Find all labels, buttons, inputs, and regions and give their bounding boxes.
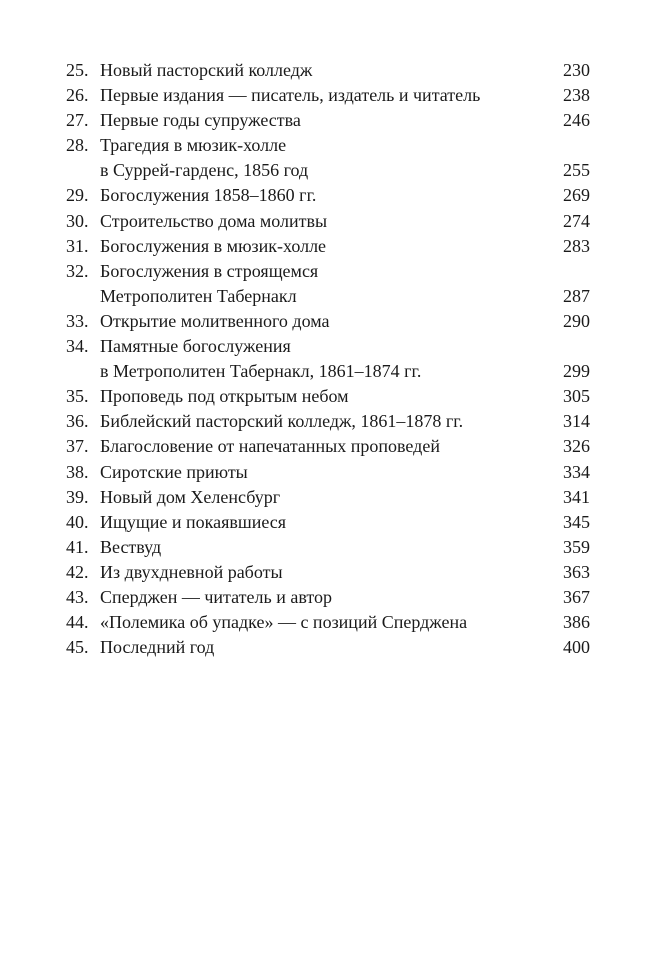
chapter-title	[100, 460, 555, 485]
chapter-title-line: в Метрополитен Табернакл, 1861–1874 гг.	[100, 361, 422, 382]
page-number: 367	[563, 586, 590, 607]
chapter-title	[100, 58, 555, 83]
toc-entry	[66, 108, 590, 133]
chapter-title-line: Строительство дома молитвы	[100, 210, 328, 231]
chapter-number: 43.	[66, 586, 89, 607]
toc-entry	[66, 434, 590, 459]
toc-entry	[66, 535, 590, 560]
toc-entry	[66, 409, 590, 434]
page-number: 230	[563, 60, 590, 80]
chapter-title	[100, 83, 555, 108]
toc-entry	[66, 133, 590, 183]
chapter-title-line: Ищущие и покаявшиеся	[100, 511, 287, 532]
page-number: 299	[563, 361, 590, 382]
toc-entry	[66, 560, 590, 585]
page-number: 246	[563, 110, 590, 131]
chapter-title-line: Трагедия в мюзик-холле	[100, 135, 287, 156]
page-number: 255	[563, 160, 590, 181]
chapter-title-line: Памятные богослужения	[100, 336, 291, 357]
toc-entry	[66, 83, 590, 108]
chapter-title	[100, 309, 555, 334]
chapter-number: 34.	[66, 336, 89, 357]
chapter-title-line: Метрополитен Табернакл	[100, 285, 297, 306]
chapter-title-line: Новый дом Хеленсбург	[100, 486, 281, 507]
chapter-title	[100, 585, 555, 610]
chapter-number: 25.	[66, 60, 89, 80]
chapter-number: 41.	[66, 536, 89, 557]
chapter-number: 28.	[66, 135, 89, 156]
chapter-number: 37.	[66, 436, 89, 457]
chapter-number: 45.	[66, 637, 89, 658]
toc-entry	[66, 183, 590, 208]
chapter-title-line: Вествуд	[100, 536, 162, 557]
chapter-number: 33.	[66, 310, 89, 331]
chapter-title	[100, 560, 555, 585]
chapter-title	[100, 133, 555, 183]
chapter-title	[100, 259, 555, 309]
toc-entry	[66, 460, 590, 485]
chapter-number: 35.	[66, 386, 89, 407]
chapter-title	[100, 635, 555, 660]
chapter-number: 44.	[66, 612, 89, 633]
page-number: 326	[563, 436, 590, 457]
chapter-number: 36.	[66, 411, 89, 432]
page-number: 363	[563, 561, 590, 582]
chapter-title-line: Богослужения в мюзик-холле	[100, 235, 327, 256]
chapter-title-line: в Суррей-гарденс, 1856 год	[100, 160, 309, 181]
page-number: 334	[563, 461, 590, 482]
chapter-title	[100, 434, 555, 459]
chapter-title	[100, 610, 555, 635]
chapter-number: 31.	[66, 235, 89, 256]
chapter-title	[100, 334, 555, 384]
chapter-title-line: Последний год	[100, 637, 215, 658]
page-number: 400	[563, 637, 590, 658]
page-number: 290	[563, 310, 590, 331]
chapter-number: 27.	[66, 110, 89, 131]
chapter-number: 39.	[66, 486, 89, 507]
page-number: 359	[563, 536, 590, 557]
chapter-title-line: Богослужения в строящемся	[100, 260, 319, 281]
chapter-title	[100, 183, 555, 208]
chapter-title-line: Библейский пасторский колледж, 1861–1878 гг.	[100, 411, 464, 432]
toc-entry	[66, 485, 590, 510]
chapter-title-line: «Полемика об упадке» — с позиций Сперджена	[100, 612, 468, 633]
chapter-title-line: Открытие молитвенного дома	[100, 310, 330, 331]
page-number: 314	[563, 411, 590, 432]
chapter-title-line: Первые годы супружества	[100, 110, 301, 131]
chapter-title-line: Сиротские приюты	[100, 461, 248, 482]
toc-entry	[66, 510, 590, 535]
chapter-title	[100, 409, 555, 434]
chapter-number: 30.	[66, 210, 89, 231]
toc-entry	[66, 259, 590, 309]
page-number: 345	[563, 511, 590, 532]
chapter-title-line: Богослужения 1858–1860 гг.	[100, 185, 317, 206]
chapter-title-line: Сперджен — читатель и автор	[100, 586, 333, 607]
toc-entry	[66, 610, 590, 635]
chapter-number: 42.	[66, 561, 89, 582]
page-number: 386	[563, 612, 590, 633]
page-number: 287	[563, 285, 590, 306]
chapter-number: 29.	[66, 185, 89, 206]
page-number: 283	[563, 235, 590, 256]
chapter-title-line: Новый пасторский колледж	[100, 60, 313, 80]
page-number: 341	[563, 486, 590, 507]
toc-entry	[66, 635, 590, 660]
chapter-number: 32.	[66, 260, 89, 281]
chapter-title	[100, 510, 555, 535]
page-number: 305	[563, 386, 590, 407]
chapter-number: 26.	[66, 85, 89, 106]
toc-entry	[66, 209, 590, 234]
chapter-title-line: Из двухдневной работы	[100, 561, 283, 582]
toc-entry	[66, 309, 590, 334]
page-number: 269	[563, 185, 590, 206]
chapter-title	[100, 234, 555, 259]
chapter-title	[100, 485, 555, 510]
toc-entry	[66, 585, 590, 610]
chapter-number: 40.	[66, 511, 89, 532]
toc-entry	[66, 384, 590, 409]
chapter-title-line: Проповедь под открытым небом	[100, 386, 349, 407]
chapter-title	[100, 535, 555, 560]
table-of-contents	[66, 58, 590, 660]
toc-entry	[66, 334, 590, 384]
page-number: 274	[563, 210, 590, 231]
page-number: 238	[563, 85, 590, 106]
chapter-number: 38.	[66, 461, 89, 482]
chapter-title-line: Первые издания — писатель, издатель и читатель	[100, 85, 481, 106]
chapter-title	[100, 108, 555, 133]
toc-entry	[66, 234, 590, 259]
chapter-title-line: Благословение от напечатанных проповедей	[100, 436, 440, 457]
toc-entry	[66, 58, 590, 83]
chapter-title	[100, 209, 555, 234]
chapter-title	[100, 384, 555, 409]
